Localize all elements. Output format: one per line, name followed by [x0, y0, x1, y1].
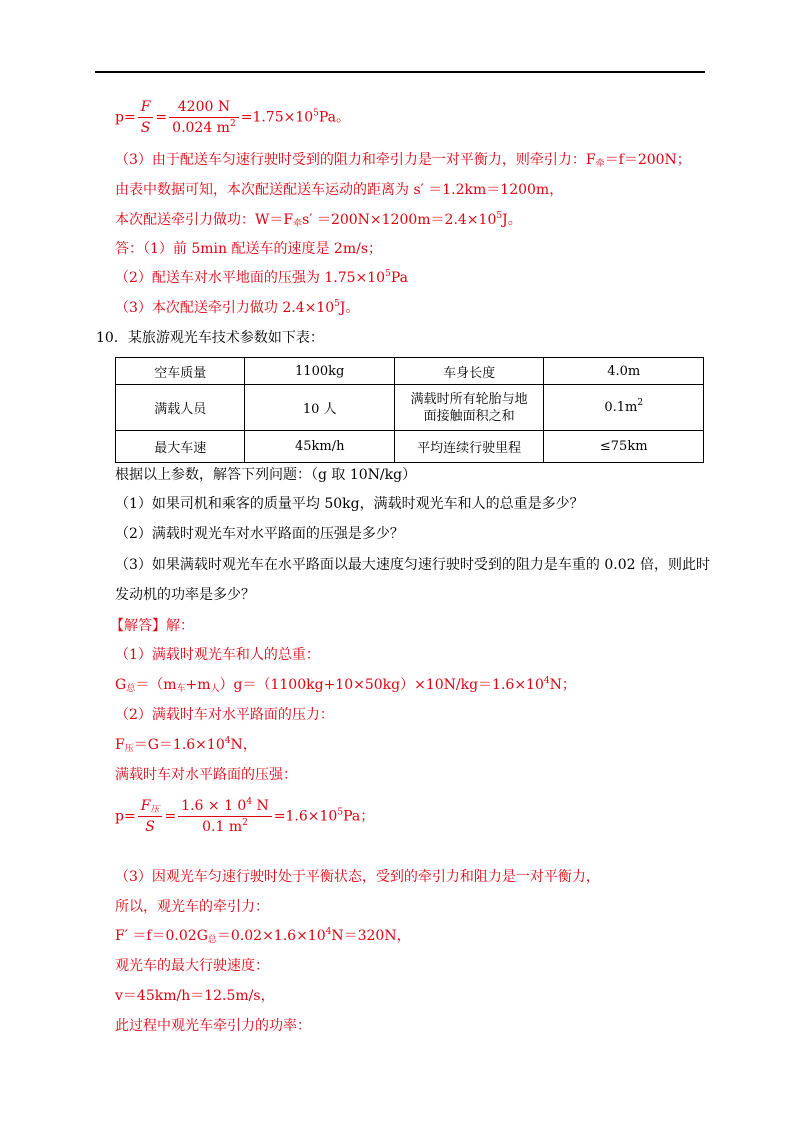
- solution-3-title: （3）因观光车匀速行驶时处于平衡状态，受到的牵引力和阻力是一对平衡力，: [115, 869, 600, 885]
- table-cell: 平均连续行驶里程: [394, 431, 544, 463]
- solution-3-line3: $F' =f=0.02G_总=0.02\times 1.6\times 10^4N=320N$，: [115, 927, 411, 945]
- table-cell: 1100kg: [245, 358, 395, 385]
- table-cell: 45km/h: [245, 431, 395, 463]
- table-cell: 车身长度: [394, 358, 544, 385]
- solution-3-line4: 观光车的最大行驶速度：: [115, 958, 269, 974]
- question-10-sub1: （1）如果司机和乘客的质量平均 50kg，满载时观光车和人的总重是多少？: [115, 496, 584, 512]
- pressure-formula-2: p= $\frac{F_压}{S}$ = $\frac{1.6 \times 1 0^4 N}{0.1 m^2}$ $=1.6\times 10^5Pa$；: [115, 797, 375, 835]
- table-cell: 空车质量: [116, 358, 245, 385]
- part3-line1: （3）由于配送车匀速行驶时受到的阻力和牵引力是一对平衡力，则牵引力：$F_牵=f=200N$；: [115, 152, 691, 169]
- answer-2: （2）配送车对水平地面的压强为 $1.75\times 10^5Pa$: [115, 269, 408, 286]
- table-cell: 10 人: [245, 385, 395, 431]
- part3-line2: 由表中数据可知，本次配送配送车运动的距离为 s′ ＝1.2km＝1200m，: [115, 182, 564, 198]
- solution-1-title: （1）满载时观光车和人的总重：: [115, 647, 320, 663]
- part3-line3: 本次配送牵引力做功：$W=F_牵s' =200N\times 1200m=2.4\times 10^5J$。: [115, 211, 522, 229]
- pressure-formula-1: p= $\frac{F}{S}$ = $\frac{4200 N}{0.024 m^2}$ $=1.75\times 10^5Pa$。: [115, 99, 351, 136]
- answer-1: 答：（1）前 5min 配送车的速度是 2m/s；: [115, 241, 383, 257]
- question-10-sub3-cont: 发动机的功率是多少？: [115, 587, 255, 603]
- fraction-f-over-s: $\frac{F}{S}$: [138, 98, 154, 137]
- table-row: [116, 358, 704, 385]
- table-cell: 满载时所有轮胎与地 面接触面积之和: [394, 385, 544, 431]
- solution-2-force: $F_压=G=1.6\times 10^4N$，: [115, 736, 257, 754]
- fraction-4200n-over-area: $\frac{4200 N}{0.024 m^2}$: [169, 98, 239, 137]
- table-cell: $0.1m^2$: [544, 385, 704, 431]
- question-10-stem: 10．某旅游观光车技术参数如下表：: [96, 330, 324, 346]
- table-cell: ≤75km: [544, 431, 704, 463]
- solution-1-equation: $G_总=(m_车+m_人)g=(1100kg+10\times 50kg)\times 10N/kg=1.6\times 10^4N$；: [115, 676, 576, 694]
- question-10-sub3: （3）如果满载时观光车在水平路面以最大速度匀速行驶时受到的阻力是车重的 0.02 倍，则此时: [115, 557, 710, 573]
- solution-3-line5: v＝45km/h＝12.5m/s，: [115, 988, 275, 1004]
- question-10-instruction: 根据以上参数，解答下列问题：（g 取 10N/kg）: [115, 467, 417, 483]
- solution-3-line6: 此过程中观光车牵引力的功率：: [115, 1018, 311, 1034]
- solution-2-title2: 满载时车对水平路面的压强：: [115, 767, 297, 783]
- solution-2-title: （2）满载时车对水平路面的压力：: [115, 707, 334, 723]
- fraction-force-over-area: $\frac{1.6 \times 1 0^4 N}{0.1 m^2}$: [178, 797, 272, 836]
- table-cell: 4.0m: [544, 358, 704, 385]
- table-cell: 最大车速: [116, 431, 245, 463]
- answer-header: 【解答】解：: [110, 618, 194, 634]
- table-row: [116, 385, 704, 431]
- fraction-fpress-over-s: $\frac{F_压}{S}$: [138, 797, 163, 836]
- header-rule: [95, 71, 705, 73]
- solution-3-line2: 所以，观光车的牵引力：: [115, 899, 269, 915]
- spec-table: [115, 357, 704, 463]
- answer-3: （3）本次配送牵引力做功 $2.4\times 10^5J$。: [115, 299, 360, 316]
- question-10-sub2: （2）满载时观光车对水平路面的压强是多少？: [115, 526, 404, 542]
- table-cell: 满载人员: [116, 385, 245, 431]
- table-row: [116, 431, 704, 463]
